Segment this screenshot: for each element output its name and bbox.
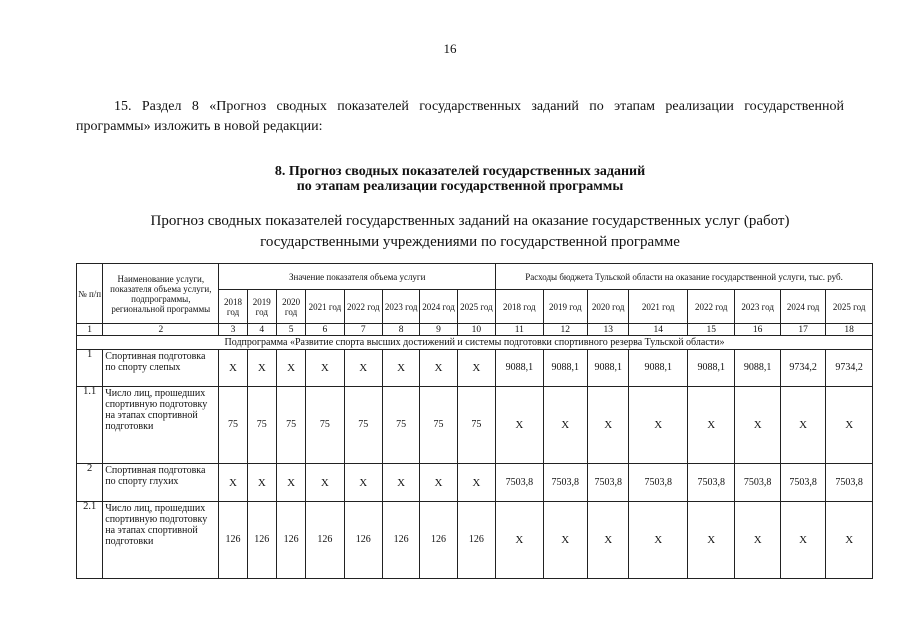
section-title-line-2: по этапам реализации государственной программы [296,179,624,194]
volume-value: 75 [306,387,344,464]
volume-value: 126 [247,502,276,579]
expense-value: 7503,8 [826,464,873,502]
column-number: 3 [219,324,247,336]
expense-year-header: 2021 год [629,290,688,324]
volume-value: Х [247,350,276,387]
expense-value: 7503,8 [629,464,688,502]
expense-value: Х [543,387,587,464]
expense-value: 9088,1 [543,350,587,387]
header-num: № п/п [77,264,103,324]
column-number: 5 [276,324,305,336]
expense-value: Х [826,387,873,464]
table-row [77,502,873,579]
expense-year-header: 2020 год [588,290,629,324]
volume-value: Х [306,464,344,502]
volume-year-header: 2020 год [276,290,305,324]
column-number: 11 [496,324,543,336]
expense-value: Х [687,387,734,464]
column-number: 18 [826,324,873,336]
volume-value: Х [382,464,419,502]
volume-value: Х [420,464,457,502]
expense-value: Х [687,502,734,579]
volume-value: Х [420,350,457,387]
volume-value: 75 [247,387,276,464]
column-number: 8 [382,324,419,336]
row-number: 2 [77,464,103,502]
volume-value: 75 [382,387,419,464]
expense-value: 7503,8 [543,464,587,502]
expense-value: 9088,1 [496,350,543,387]
expense-value: Х [780,387,825,464]
row-name: Спортивная подготовка по спорту глухих [103,464,219,502]
section-title-line-1: 8. Прогноз сводных показателей государственных заданий [274,164,646,179]
expense-value: 9088,1 [629,350,688,387]
expense-year-header: 2024 год [780,290,825,324]
expense-year-header: 2025 год [826,290,873,324]
volume-year-header: 2023 год [382,290,419,324]
expense-year-header: 2022 год [687,290,734,324]
row-name: Число лиц, прошедших спортивную подготовку на этапах спортивной подготовки [103,387,219,464]
expense-value: 7503,8 [735,464,780,502]
expense-value: Х [543,502,587,579]
column-number: 13 [588,324,629,336]
volume-year-header: 2021 год [306,290,344,324]
page-number: 16 [443,41,457,56]
column-number: 16 [735,324,780,336]
expense-value: Х [629,502,688,579]
volume-value: Х [276,464,305,502]
forecast-table [76,263,873,579]
column-number: 15 [687,324,734,336]
row-name: Спортивная подготовка по спорту слепых [103,350,219,387]
volume-value: Х [219,464,247,502]
amendment-paragraph: 15. Раздел 8 «Прогноз сводных показателей государственных заданий по этапам реализации государственной программы» изложить в новой редакции: [76,99,844,134]
volume-year-header: 2022 год [344,290,382,324]
expense-year-header: 2019 год [543,290,587,324]
volume-value: 126 [457,502,495,579]
expense-year-header: 2023 год [735,290,780,324]
volume-value: 126 [276,502,305,579]
expense-value: 9088,1 [735,350,780,387]
table-row [77,350,873,387]
column-number: 7 [344,324,382,336]
volume-value: Х [457,464,495,502]
column-number: 6 [306,324,344,336]
column-number: 1 [77,324,103,336]
volume-year-header: 2024 год [420,290,457,324]
volume-value: Х [344,350,382,387]
header-name: Наименование услуги, показателя объема услуги, подпрограммы, региональной программы [103,264,219,324]
row-number: 1 [77,350,103,387]
expense-value: 7503,8 [496,464,543,502]
row-number: 1.1 [77,387,103,464]
volume-value: Х [306,350,344,387]
table-caption [0,211,900,253]
volume-value: Х [344,464,382,502]
subprogram-title: Подпрограмма «Развитие спорта высших достижений и системы подготовки спортивного резерва Тульской области» [77,336,873,350]
volume-value: 75 [219,387,247,464]
column-number: 2 [103,324,219,336]
table-caption-line-2: государственными учреждениями по государственной программе [260,234,680,250]
header-expense-group: Расходы бюджета Тульской области на оказание государственной услуги, тыс. руб. [496,264,873,290]
expense-value: Х [496,502,543,579]
header-volume-group: Значение показателя объема услуги [219,264,496,290]
expense-value: 9734,2 [826,350,873,387]
column-number: 12 [543,324,587,336]
expense-value: Х [588,387,629,464]
volume-year-header: 2018 год [219,290,247,324]
expense-value: 9734,2 [780,350,825,387]
expense-value: Х [780,502,825,579]
volume-value: 75 [457,387,495,464]
expense-value: Х [588,502,629,579]
volume-value: 126 [219,502,247,579]
volume-value: 126 [420,502,457,579]
column-number: 10 [457,324,495,336]
volume-value: 75 [276,387,305,464]
expense-value: 7503,8 [780,464,825,502]
volume-value: Х [219,350,247,387]
volume-year-header: 2019 год [247,290,276,324]
table-caption-line-1: Прогноз сводных показателей государственных заданий на оказание государственных услуг (работ) [150,213,790,229]
volume-value: 126 [306,502,344,579]
expense-value: 9088,1 [588,350,629,387]
volume-value: 75 [344,387,382,464]
expense-value: Х [496,387,543,464]
volume-year-header: 2025 год [457,290,495,324]
volume-value: 75 [420,387,457,464]
expense-value: Х [826,502,873,579]
volume-value: Х [276,350,305,387]
expense-value: Х [735,502,780,579]
row-name: Число лиц, прошедших спортивную подготовку на этапах спортивной подготовки [103,502,219,579]
volume-value: Х [457,350,495,387]
expense-value: 7503,8 [588,464,629,502]
volume-value: Х [247,464,276,502]
column-number: 4 [247,324,276,336]
volume-value: Х [382,350,419,387]
expense-value: 9088,1 [687,350,734,387]
table-row [77,387,873,464]
column-number: 17 [780,324,825,336]
expense-year-header: 2018 год [496,290,543,324]
volume-value: 126 [382,502,419,579]
column-number: 9 [420,324,457,336]
expense-value: Х [735,387,780,464]
expense-value: 7503,8 [687,464,734,502]
column-number: 14 [629,324,688,336]
row-number: 2.1 [77,502,103,579]
section-title [0,164,900,194]
expense-value: Х [629,387,688,464]
volume-value: 126 [344,502,382,579]
table-row [77,464,873,502]
